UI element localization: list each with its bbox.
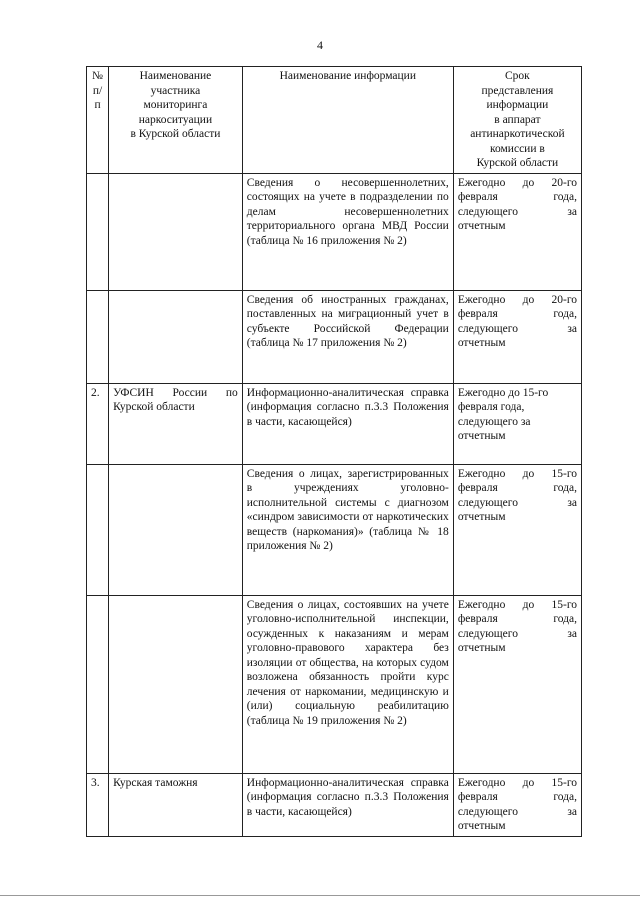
header-info: Наименование информации (242, 67, 453, 174)
scan-edge-line (0, 895, 640, 896)
row-participant (109, 173, 243, 290)
row-num (87, 464, 109, 595)
row-info: Информационно-аналитическая справка (информация согласно п.3.3 Положения в части, касающейся) (242, 773, 453, 836)
row-info: Сведения о лицах, состоявших на учете уголовно-исполнительной инспекции, осужденных к наказаниям и мерам уголовно-правового характера без изоляции от общества, на которых судом возложена обязанность пройти курс лечения от наркомании, медицинскую и (или) социальную реабилитацию (таблица № 19 приложения № 2) (242, 595, 453, 773)
page-number: 4 (317, 38, 323, 52)
row-deadline: Ежегодно до 20-го февраля года, следующего за отчетным (453, 290, 581, 383)
row-participant: Курская таможня (109, 773, 243, 836)
row-info: Информационно-аналитическая справка (информация согласно п.3.3 Положения в части, касающейся) (242, 383, 453, 464)
row-deadline: Ежегодно до 15-го февраля года, следующего за отчетным (453, 595, 581, 773)
row-info: Сведения о лицах, зарегистрированных в учреждениях уголовно-исполнительной системы с диагнозом «синдром зависимости от наркотических веществ (наркомания)» (таблица № 18 приложения № 2) (242, 464, 453, 595)
row-deadline: Ежегодно до 15-го февраля года, следующего за отчетным (453, 773, 581, 836)
row-info: Сведения о несовершеннолетних, состоящих на учете в подразделении по делам несовершеннолетних территориального органа МВД России (таблица № 16 приложения № 2) (242, 173, 453, 290)
table-row (87, 173, 582, 290)
table-header-row (87, 67, 582, 174)
row-deadline: Ежегодно до 15-го февраля года, следующего за отчетным (453, 383, 581, 464)
row-participant (109, 290, 243, 383)
table-row (87, 464, 582, 595)
table-row (87, 383, 582, 464)
row-participant (109, 464, 243, 595)
monitoring-table (86, 66, 582, 837)
header-num: № п/п (87, 67, 109, 174)
row-num: 2. (87, 383, 109, 464)
table-row (87, 773, 582, 836)
header-deadline: Срок представления информации в аппарат антинаркотической комиссии в Курской области (453, 67, 581, 174)
row-num: 3. (87, 773, 109, 836)
row-participant (109, 595, 243, 773)
row-deadline: Ежегодно до 20-го февраля года, следующего за отчетным (453, 173, 581, 290)
table-row (87, 290, 582, 383)
row-info: Сведения об иностранных гражданах, поставленных на миграционный учет в субъекте Российской Федерации (таблица № 17 приложения № 2) (242, 290, 453, 383)
row-num (87, 173, 109, 290)
row-num (87, 595, 109, 773)
row-participant: УФСИН России по Курской области (109, 383, 243, 464)
row-num (87, 290, 109, 383)
table-row (87, 595, 582, 773)
header-participant: Наименование участника мониторинга наркоситуации в Курской области (109, 67, 243, 174)
row-deadline: Ежегодно до 15-го февраля года, следующего за отчетным (453, 464, 581, 595)
